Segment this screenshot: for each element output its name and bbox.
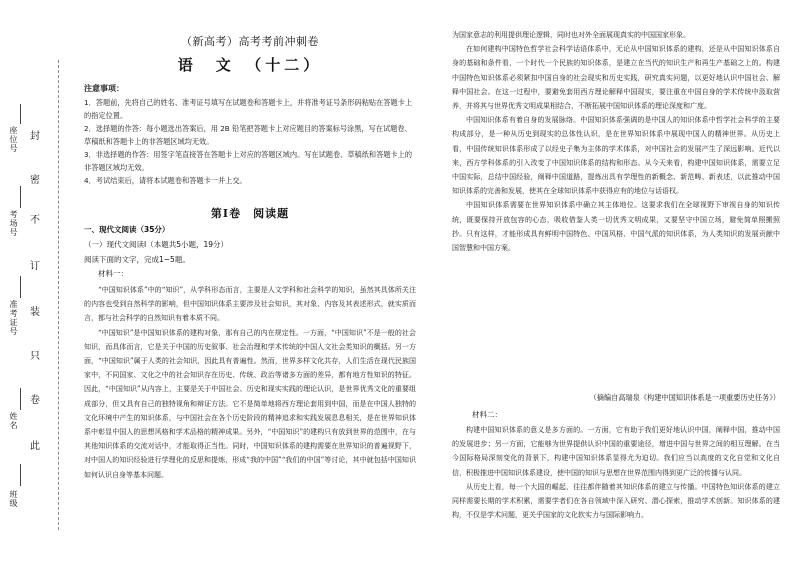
exam-title: （新高考）高考考前冲刺卷 xyxy=(181,35,319,48)
binding-char: 装 xyxy=(30,307,40,318)
class-line[interactable] xyxy=(20,464,21,486)
seat-number-line[interactable] xyxy=(20,104,21,124)
instruction: 阅读下面的文字，完成1~5题。 xyxy=(84,255,190,264)
binding-char: 不 xyxy=(30,215,40,226)
left-body xyxy=(84,283,416,559)
binding-char: 封 xyxy=(30,131,40,142)
exam-room-label: 考场号 xyxy=(9,210,18,237)
notice-item: 4．考试结束后，请将本试题卷和答题卡一并上交。 xyxy=(84,176,247,185)
body-paragraph: “中国知识体系”中的“知识”，从学科形态而言，主要是人文学科和社会科学的知识，虽然其具体所关注的内容也受到自然科学的影响，但中国知识体系主要涉及社会知识，其对象、内容及其表述形式，就实质而言，都与社会科学的自然知识有着本质不同。 xyxy=(84,286,416,323)
body-paragraph: “中国知识”是中国知识体系的建构对象，那有自己的内在规定性。一方面，“中国知识”不是一般的社会知识，而具体而言，它是关于中国的历史叙事、社会治理和学术传统的中国人文社会类知识的概括。另一方面，“中国知识”属于人类的社会知识，因此具有普遍性。然而，世界多样文化共存，人们生活在现代民族国家中，不同国家、文化之中的社会知识存在历史、传统、政治等诸多方面的差异，都有地方性知识的特征。因此，“中国知识”从内容上，主要是关于中国社会、历史和现实实践的理论认识，是世界优秀文化的重要组成部分，但又具有自己的独特视角和辩证方法。它不是简单地将西方理论套用到中国，而是在中国人独特的文化环境中产生的知识体系，与中国社会在各个历史阶段的精神追求和实践发展息息相关，是在世界知识体系中彰显中国人的思想风格和学术品格的精神成果。另外，“中国知识”的建构只有放到世界的范围中，在与其他知识体系的交流对话中，才能取得正当性。同时，中国知识体系的建构需要在世界知识的普遍视野下，对中国人的知识经验进行学理化的反思和提炼，形成“我的中国”“我们的中国”等讨论，其中就包括中国知识如何认识自身等基本问题。 xyxy=(84,328,416,479)
body-paragraph: 中国知识体系需要在世界知识体系中确立其主体地位。这要求我们在全球视野下审视自身的知识传统，既要保持开放包容的心态，吸收借鉴人类一切优秀文明成果，又要坚守中国立场，避免简单照搬照抄。只有这样，才能形成具有鲜明中国特色、中国风格、中国气派的知识体系，为人类知识的发展贡献中国智慧和中国方案。 xyxy=(452,201,780,253)
notice-item: 3．非选择题的作答：用签字笔直接答在答题卡上对应的答题区域内。写在试题卷、草稿纸和答题卡上的非答题区域均无效。 xyxy=(84,150,413,172)
name-label: 姓名 xyxy=(9,412,18,430)
subject-title: 语 文 （十二） xyxy=(177,56,323,74)
binding-char: 此 xyxy=(30,441,40,452)
body-paragraph: 从历史上看，每一个大国的崛起，往往都伴随着其知识体系的建立与传播。中国特色知识体系的建立同样需要长期的学术积累，需要学者们在各自领域中深入研究、潜心探索，推动学术创新。知识体系的建构，不仅是学术问题，更关乎国家的文化软实力与国际影响力。 xyxy=(452,482,780,520)
exam-room-line[interactable] xyxy=(20,186,21,208)
right-body-two xyxy=(452,423,780,559)
citation: （摘编自高瑞泉《构建中国知识体系是一项重要历史任务》） xyxy=(589,393,780,402)
body-paragraph: 构建中国知识体系的意义是多方面的。一方面，它有助于我们更好地认识中国，阐释中国，推动中国的发展进步；另一方面，它能够为世界提供认识中国的重要途径，增进中国与世界之间的相互理解。在当今国际格局深刻变化的背景下，构建中国知识体系显得尤为迫切。我们应当以高度的文化自觉和文化自信，积极推进中国知识体系建设，使中国的知识与思想在世界范围内得到更广泛的传播与认同。 xyxy=(452,426,780,477)
notice-heading: 注意事项： xyxy=(84,84,124,93)
body-paragraph: 在如何建构中国特色哲学社会科学话语体系中，无论从中国知识体系的建构，还是从中国知识体系自身的基础和条件看，一个时代一个民族的知识体系，是建立在当代的知识生产和再生产基础之上的。构建中国特色知识体系必须紧扣中国自身的社会现实和历史实践，研究真实问题，以更好地认识中国社会、解释中国社会。在这一过程中，要避免套用西方理论解释中国现实，要注重在中国自身的学术传统中汲取营养，并将其与世界优秀文明成果相结合，不断拓展中国知识体系的理论深度和广度。 xyxy=(452,45,780,111)
admission-number-line[interactable] xyxy=(20,276,21,298)
class-label: 班级 xyxy=(9,490,18,508)
binding-char: 密 xyxy=(30,175,40,186)
part-title: 第Ⅰ卷 阅读题 xyxy=(210,207,290,220)
binding-char: 订 xyxy=(30,261,40,272)
material-one-label: 材料一： xyxy=(98,269,128,278)
binding-char: 只 xyxy=(30,351,40,362)
notice-item: 1．答题前，先将自己的姓名、准考证号填写在试题卷和答题卡上，并将准考证号条形码粘贴在答题卡上的指定位置。 xyxy=(84,98,413,120)
body-paragraph: 中国知识体系有着自身的发展脉络。中国知识体系强调的是中国人的知识体系中哲学社会科学的主要构成部分，是一种从历史到现实的总体性认识，是在世界知识体系中展现中国人的精神世界。从历史上看，中国传统知识体系形成了以经史子集为主体的学术体系，对中国社会的发展产生了深远影响。近代以来，西方学科体系的引入改变了中国知识体系的结构和形态。从今天来看，构建中国知识体系，需要立足中国实际，总结中国经验，阐释中国道路，提炼出具有学理性的新概念、新范畴、新表述，以此推动中国知识体系的完善和发展，使其在全球知识体系中获得应有的地位与话语权。 xyxy=(452,116,780,196)
right-body xyxy=(452,28,780,392)
material-two-label: 材料二： xyxy=(472,410,502,419)
binding-char: 卷 xyxy=(30,395,40,406)
body-paragraph: 为国家意志的利用提供理论逻辑，同时也对外全面展现真实的中国国家形象。 xyxy=(452,31,690,39)
seat-number-label: 座位号 xyxy=(9,126,18,153)
name-line[interactable] xyxy=(20,388,21,410)
notice-item: 2．选择题的作答：每小题选出答案后，用 2B 铅笔把答题卡上对应题目的答案标号涂黑，写在试题卷、草稿纸和答题卡上的非答题区域均无效。 xyxy=(84,124,412,146)
subsection-heading: （一）现代文阅读Ⅰ（本题共5小题，19分） xyxy=(84,240,229,249)
admission-number-label: 准考证号 xyxy=(9,300,18,336)
section-heading: 一、现代文阅读（35分） xyxy=(84,225,170,234)
binding-dashed-line xyxy=(58,60,59,530)
